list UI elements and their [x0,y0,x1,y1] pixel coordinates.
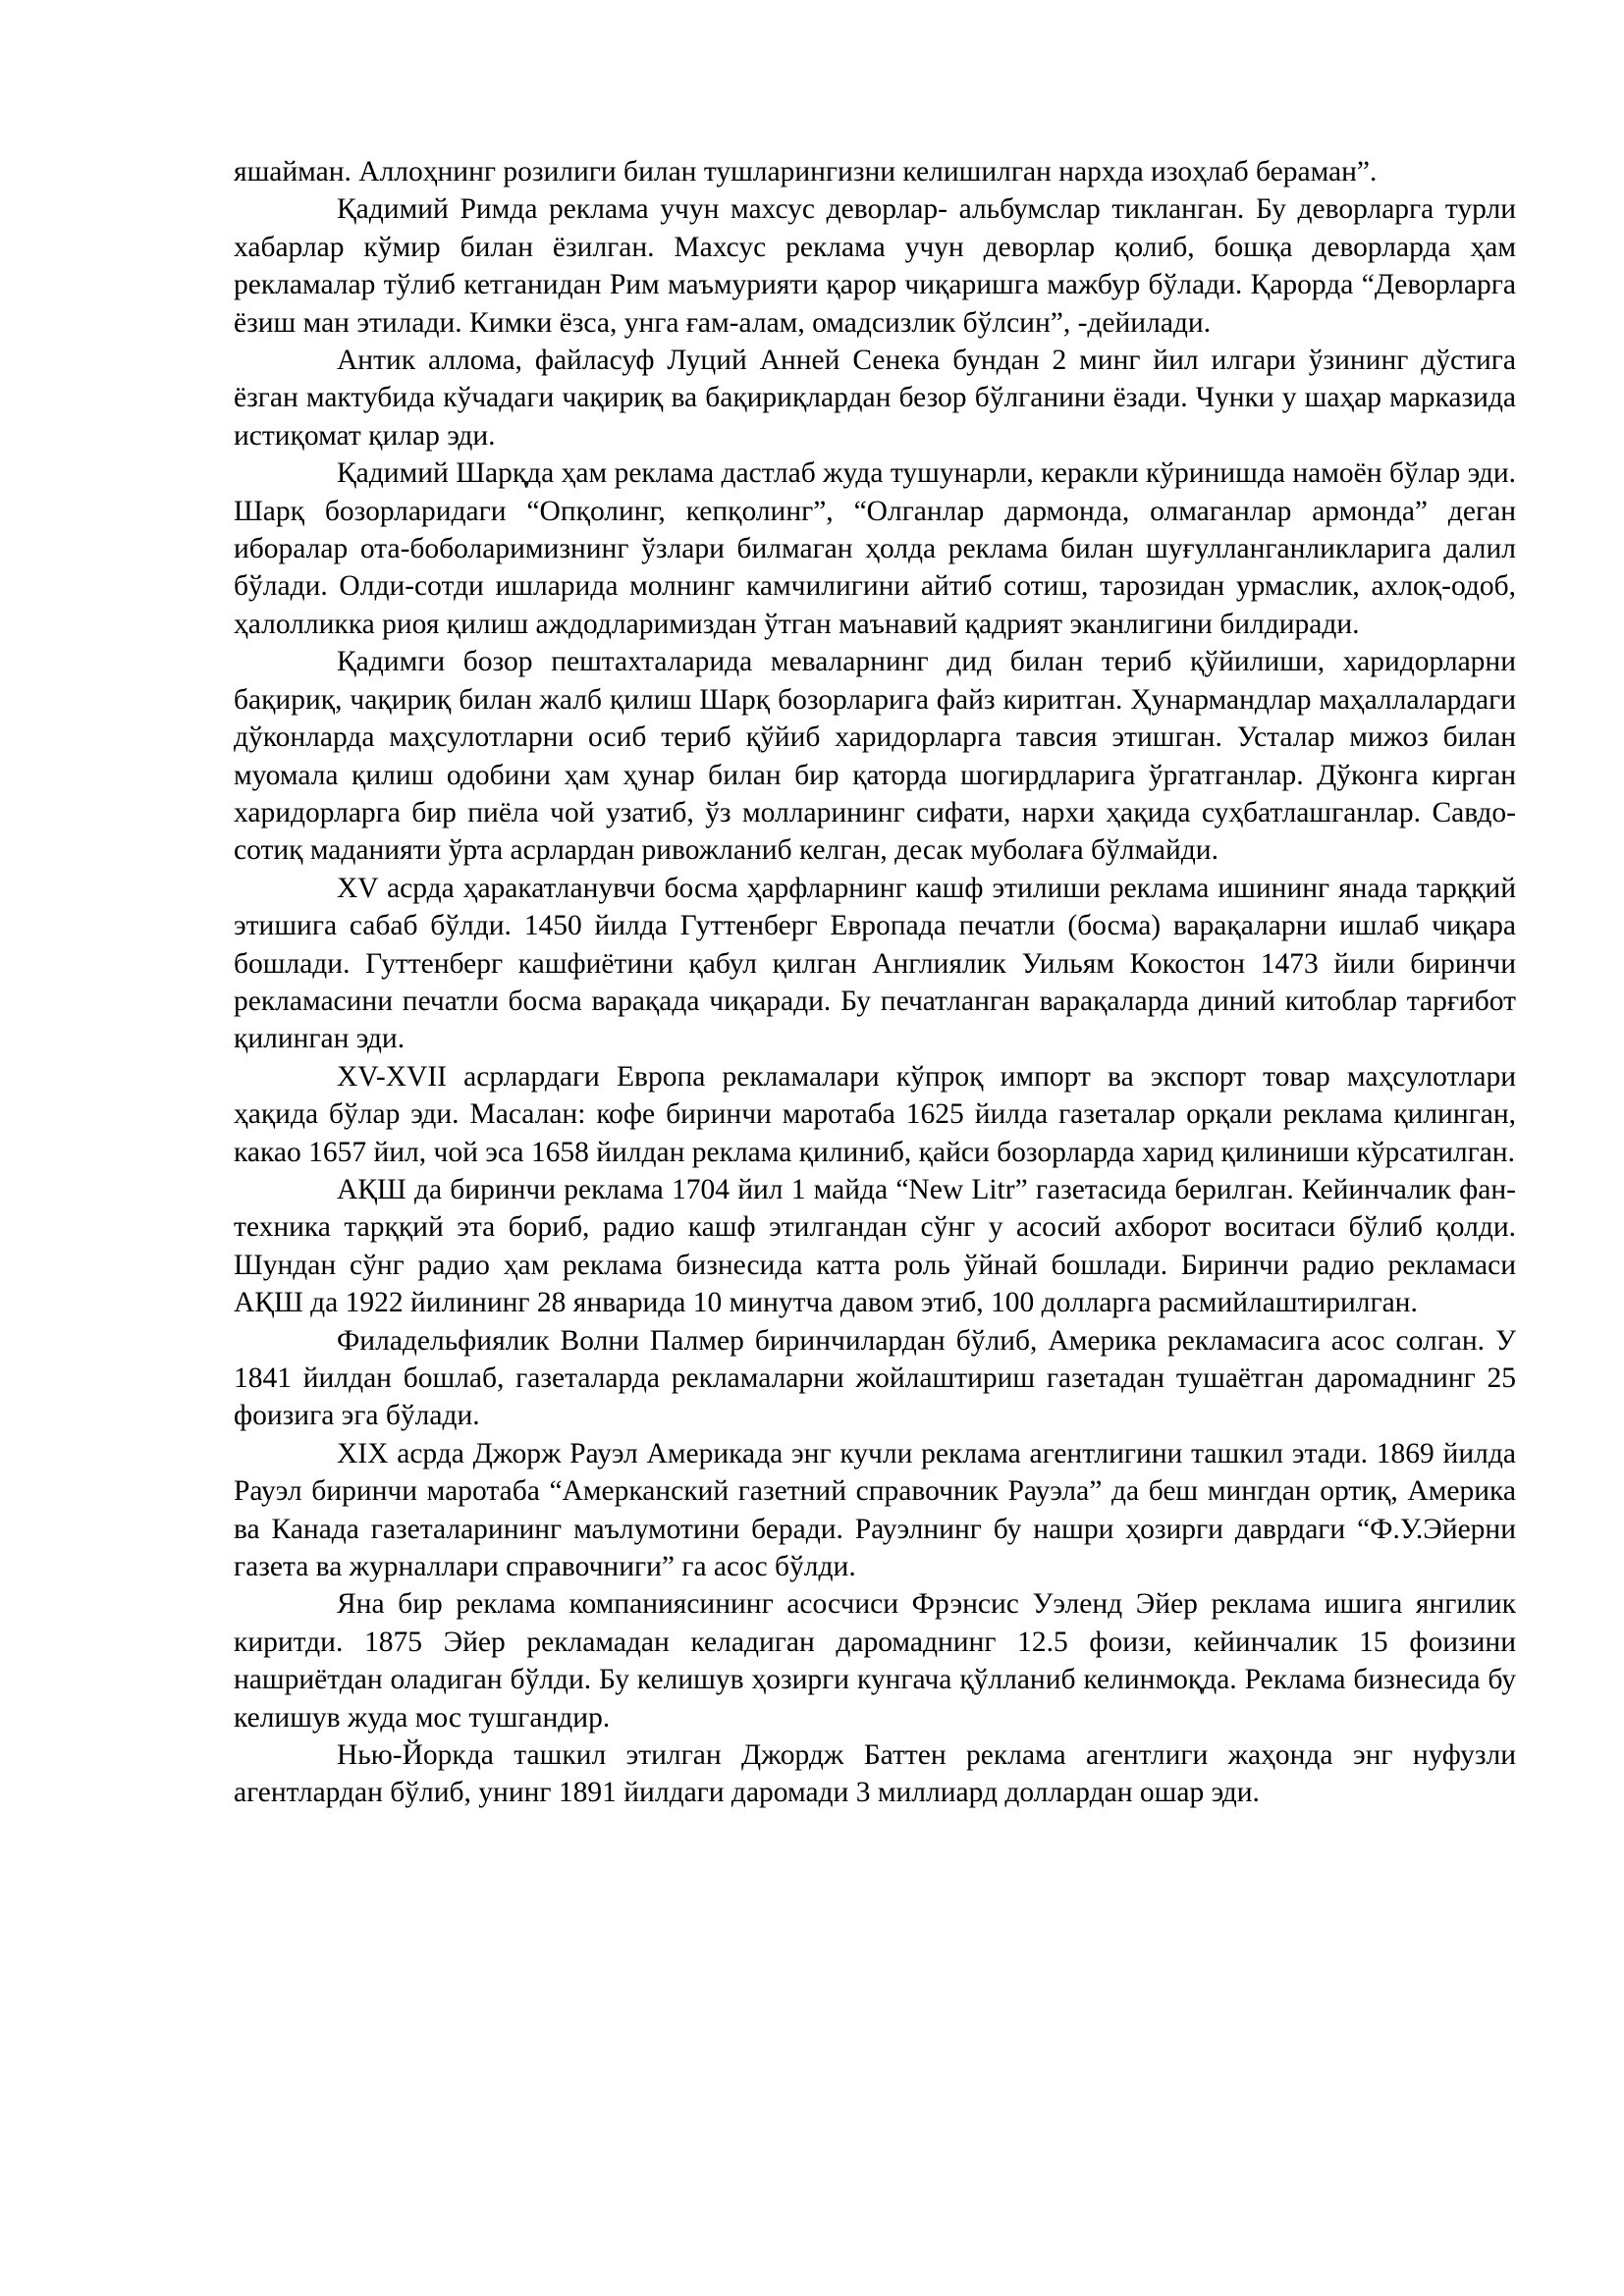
paragraph-seneca: Антик аллома, файласуф Луций Анней Сенека бундан 2 минг йил илгари ўзининг дўстига ёзган мактубида кўчадаги чақириқ ва бақириқлардан безор бўлганини ёзади. Чунки у шаҳар марказида истиқомат қилар эди. [234,345,1516,452]
body-text [234,153,1516,1812]
paragraph-ancient-east: Қадимий Шарқда ҳам реклама дастлаб жуда тушунарли, керакли кўринишда намоён бўлар эди. Шарқ бозорларидаги “Опқолинг, кепқолинг”, “Олганлар дармонда, олмаганлар армонда” деган иборалар ота-боболаримизнинг ўзлари билмаган ҳолда реклама билан шуғулланганликларига далил бўлади. Олди-сотди ишларида молнинг камчилигини айтиб сотиш, тарозидан урмаслик, ахлоқ-одоб, ҳалолликка риоя қилиш аждодларимиздан ўтган маънавий қадрият эканлигини билдиради. [234,457,1516,640]
paragraph-continuation: яшайман. Аллоҳнинг розилиги билан тушларингизни келишилган нархда изоҳлаб бераман”. [234,156,1378,187]
paragraph-15th-century: XV асрда ҳаракатланувчи босма ҳарфларнинг кашф этилиши реклама ишининг янада тарққий этишига сабаб бўлди. 1450 йилда Гуттенберг Европада печатли (босма) варақаларни ишлаб чиқара бошлади. Гуттенберг кашфиётини қабул қилган Англиялик Уильям Кокостон 1473 йили биринчи рекламасини печатли босма варақада чиқаради. Бу печатланган варақаларда диний китоблар тарғибот қилинган эди. [234,872,1516,1055]
paragraph-bazaar: Қадимги бозор пештахталарида меваларнинг дид билан териб қўйилиши, харидорларни бақириқ, чақириқ билан жалб қилиш Шарқ бозорларига файз киритган. Ҳунармандлар маҳаллалардаги дўконларда маҳсулотларни осиб териб қўйиб харидорларга тавсия этишган. Усталар мижоз билан муомала қилиш одобини ҳам ҳунар билан бир қаторда шогирдларига ўргатганлар. Дўконга кирган харидорларга бир пиёла чой узатиб, ўз молларининг сифати, нархи ҳақида суҳбатлашганлар. Савдо-сотиқ маданияти ўрта асрлардан ривожланиб келган, десак муболаға бўлмайди. [234,646,1516,867]
paragraph-usa-first-ad: АҚШ да биринчи реклама 1704 йил 1 майда “New Litr” газетасида берилган. Кейинчалик фан-техника тарққий эта бориб, радио кашф этилгандан сўнг у асосий ахборот воситаси бўлиб қолди. Шундан сўнг радио ҳам реклама бизнесида катта роль ўйнай бошлади. Биринчи радио рекламаси АҚШ да 1922 йилининг 28 январида 10 минутча давом этиб, 100 долларга расмийлаштирилган. [234,1173,1516,1319]
paragraph-george-rowell: XIX асрда Джорж Рауэл Америкада энг кучли реклама агентлигини ташкил этади. 1869 йилда Рауэл биринчи маротаба “Амерканский газетний справочник Рауэла” да беш мингдан ортиқ, Америка ва Канада газеталарининг маълумотини беради. Рауэлнинг бу нашри ҳозирги даврдаги “Ф.У.Эйерни газета ва журналлари справочниги” га асос бўлди. [234,1437,1516,1583]
paragraph-volney-palmer: Филадельфиялик Волни Палмер биринчилардан бўлиб, Америка рекламасига асос солган. У 1841 йилдан бошлаб, газеталарда рекламаларни жойлаштириш газетадан тушаётган даромаднинг 25 фоизига эга бўлади. [234,1324,1516,1432]
paragraph-francis-ayer: Яна бир реклама компаниясининг асосчиси Фрэнсис Уэленд Эйер реклама ишига янгилик киритди. 1875 Эйер рекламадан келадиган даромаднинг 12.5 фоизи, кейинчалик 15 фоизини нашриётдан оладиган бўлди. Бу келишув ҳозирги кунгача қўлланиб келинмоқда. Реклама бизнесида бу келишув жуда мос тушгандир. [234,1588,1516,1734]
paragraph-ancient-rome: Қадимий Римда реклама учун махсус деворлар- альбумслар тикланган. Бу деворларга турли хабарлар кўмир билан ёзилган. Махсус реклама учун деворлар қолиб, бошқа деворларда ҳам рекламалар тўлиб кетганидан Рим маъмурияти қарор чиқаришга мажбур бўлади. Қарорда “Деворларга ёзиш ман этилади. Кимки ёзса, унга ғам-алам, омадсизлик бўлсин”, -дейилади. [234,193,1516,339]
paragraph-europe-15-17: XV-XVII асрлардаги Европа рекламалари кўпроқ импорт ва экспорт товар маҳсулотлари ҳақида бўлар эди. Масалан: кофе биринчи маротаба 1625 йилда газеталар орқали реклама қилинган, какао 1657 йил, чой эса 1658 йилдан реклама қилиниб, қайси бозорларда харид қилиниши кўрсатилган. [234,1060,1516,1168]
paragraph-george-batten: Нью-Йоркда ташкил этилган Джордж Баттен реклама агентлиги жаҳонда энг нуфузли агентлардан бўлиб, унинг 1891 йилдаги даромади 3 миллиард доллардан ошар эди. [234,1739,1516,1809]
